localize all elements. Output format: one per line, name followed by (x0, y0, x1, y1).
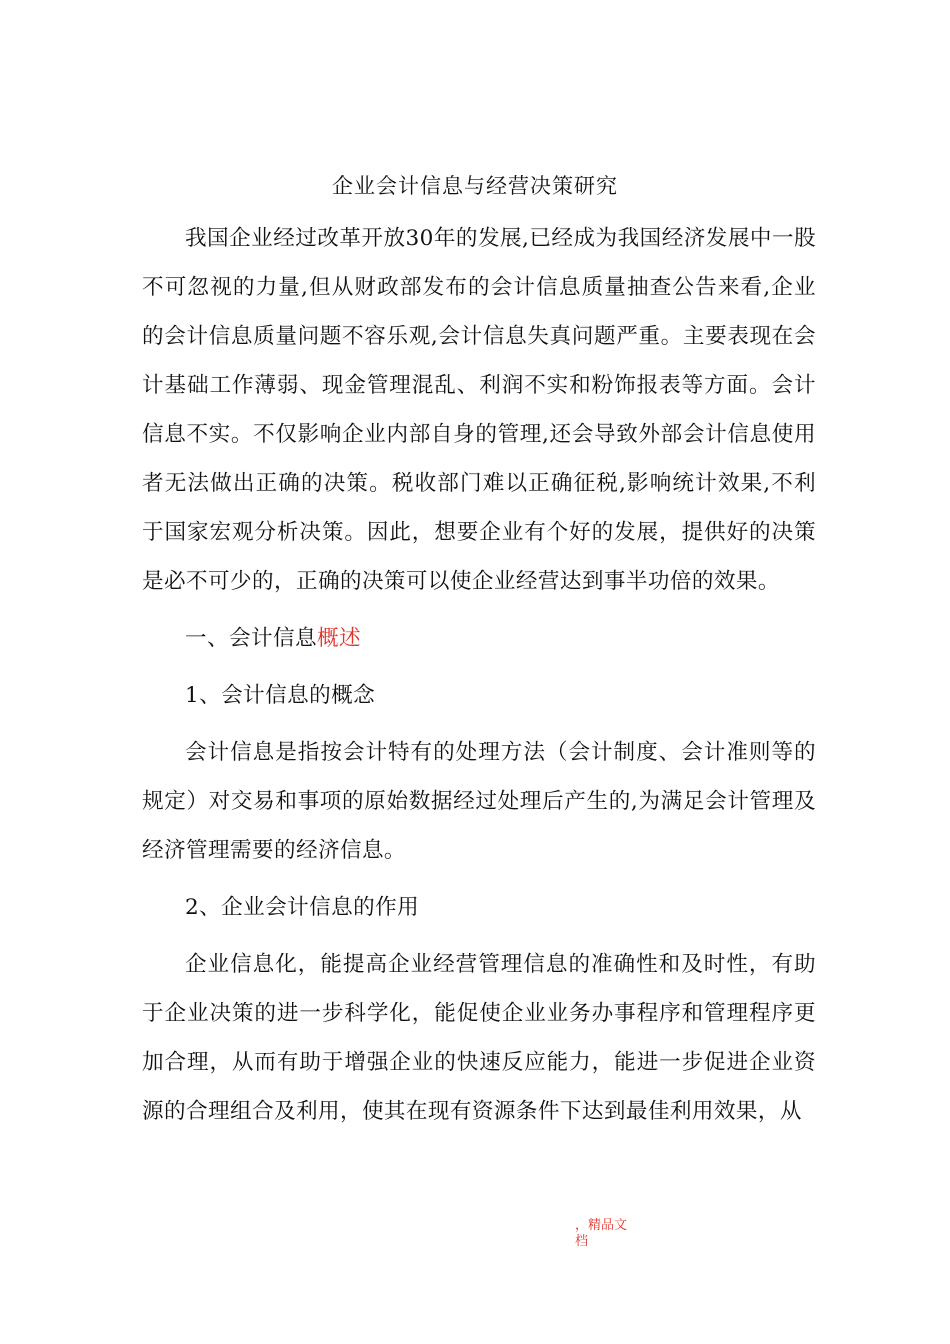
section-heading-text: 一、会计信息 (185, 626, 317, 651)
subsection-heading-concept: 1、会计信息的概念 (185, 683, 376, 708)
subsection-heading-role: 2、企业会计信息的作用 (185, 895, 420, 920)
intro-paragraph: 我国企业经过改革开放30年的发展,已经成为我国经济发展中一股不可忽视的力量,但从财政部发布的会计信息质量抽查公告来看,企业的会计信息质量问题不容乐观,会计信息失真问题严重。主要表现在会计基础工作薄弱、现金管理混乱、利润不实和粉饰报表等方面。会计信息不实。不仅影响企业内部自身的管理,还会导致外部会计信息使用者无法做出正确的决策。税收部门难以正确征税,影响统计效果,不利于国家宏观分析决策。因此，想要企业有个好的发展，提供好的决策是必不可少的，正确的决策可以使企业经营达到事半功倍的效果。 (142, 226, 817, 594)
document-title: 企业会计信息与经营决策研究 (332, 174, 618, 198)
role-paragraph: 企业信息化，能提高企业经营管理信息的准确性和及时性，有助于企业决策的进一步科学化，能促使企业业务办事程序和管理程序更加合理，从而有助于增强企业的快速反应能力，能进一步促进企业资源的合理组合及利用，使其在现有资源条件下达到最佳利用效果，从 (142, 952, 816, 1124)
section-heading-overview (142, 614, 816, 663)
document-body (142, 214, 816, 1136)
concept-paragraph: 会计信息是指按会计特有的处理方法（会计制度、会计准则等的规定）对交易和事项的原始数据经过处理后产生的,为满足会计管理及经济管理需要的经济信息。 (142, 740, 816, 863)
section-heading-highlight: 概述 (316, 626, 361, 651)
footer-watermark-note: ，精品文档 (575, 1218, 628, 1249)
